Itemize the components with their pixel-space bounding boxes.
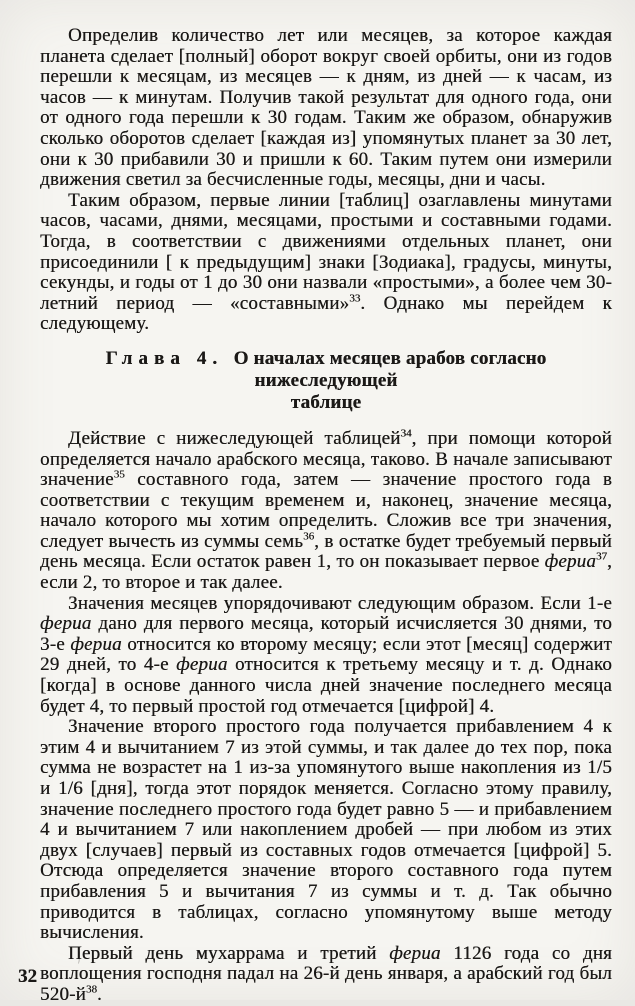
paragraph-2: Таким образом, первые линии [таблиц] озаглавлены минутами часов, часами, днями, месяцами, простыми и составными годами. Тогда, в соответствии с движениями отдельных планет, они присоединили [ к предыдущим] знаки [Зодиака], градусы, минуты, секунды, и годы от 1 до 30 они назвали «простыми», а более чем 30-летний период — «составными»$^{33}$. Однако мы перейдем к следующему. — [40, 189, 612, 335]
paragraph-6: Первый день мухаррама и третий фериа 1126 года со дня воплощения господня падал на 26-й день января, а арабский год был $520-й^{38}$. — [40, 942, 612, 1005]
chapter-heading — [40, 348, 612, 414]
paragraph-4: Значения месяцев упорядочивают следующим образом. Если 1-е фериа дано для первого месяца, который исчисляется 30 днями, то 3-е фериа относится ко второму месяцу; если этот [месяц] содержит 29 дней, то 4-е фериа относится к третьему месяцу и т. д. Однако [когда] в основе данного числа дней значение последнего месяца будет 4, то первый простой год отмечается [цифрой] 4. — [40, 592, 613, 717]
paragraph-3: Действие с нижеследующей таблицей$^{34}$, при помощи которой определяется начало арабского месяца, таково. В начале записывают значение$^{35}$ составного года, затем — значение простого года в соответствии с текущим временем и, наконец, значение месяца, начало которого мы хотим определить. Сложив все три значения, следует вычесть из суммы семь$^{36}$, в остатке будет требуемый первый день месяца. Если остаток равен 1, то он показывает первое фериа$^{37}$, если 2, то второе и так далее. — [40, 427, 613, 594]
paragraph-1: Определив количество лет или месяцев, за которое каждая планета сделает [полный] оборот вокруг своей орбиты, они из годов перешли к месяцам, из месяцев — к дням, из дней — к часам, из часов — к минутам. Получив такой результат для одного года, они от одного года перешли к 30 годам. Таким же образом, обнаружив сколько оборотов сделает [каждая из] упомянутых планет за 30 лет, они к 30 прибавили 30 и пришли к 60. Таким путем они измерили движения светил за бесчисленные годы, месяцы, дни и часы. — [40, 25, 612, 191]
chapter-number-label: Глава 4. — [105, 347, 224, 369]
chapter-title: О началах месяцев арабов согласно нижеследующей — [233, 347, 547, 391]
paragraph-5: Значение второго простого года получается прибавлением 4 к этим 4 и вычитанием 7 из этой суммы, и так далее до тех пор, пока сумма не возрастет на 1 из-за упомянутого выше накопления из 1/5 и 1/6 [дня], тогда этот порядок меняется. Согласно этому правилу, значение последнего простого года будет равно 5 — и прибавлением 4 и вычитанием 7 или накоплением дробей — при любом из этих двух [случаев] первый из составных годов отмечается [цифрой] 5. Отсюда определяется значение второго составного года путем прибавления 5 и вычитания 7 из суммы и т. д. Так обычно приводится в таблицах, согласно упомянутому выше методу вычисления. — [40, 716, 612, 944]
page-number: 32 — [18, 966, 37, 987]
text-block — [40, 26, 612, 1006]
chapter-title-line2: таблице — [290, 391, 362, 413]
